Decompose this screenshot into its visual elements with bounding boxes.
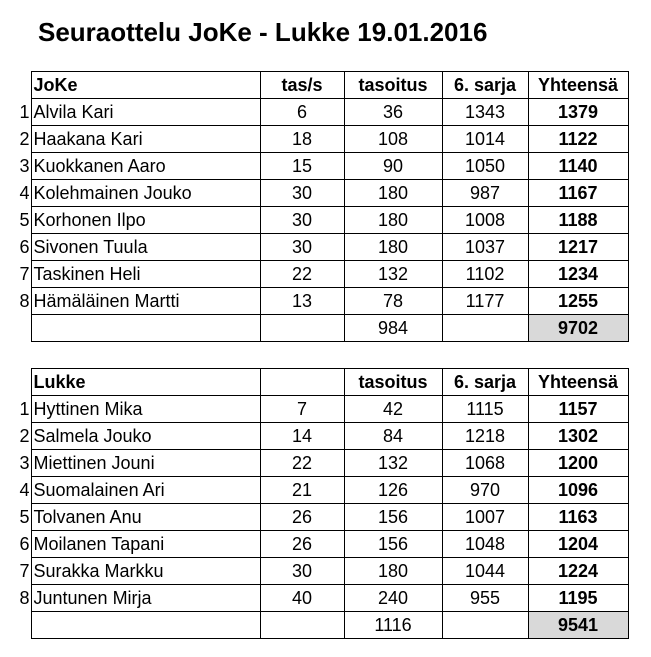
table-row [6,450,628,477]
player-name: Haakana Kari [31,126,260,153]
player-name: Kuokkanen Aaro [31,153,260,180]
player-name: Taskinen Heli [31,261,260,288]
player-name: Moilanen Tapani [31,531,260,558]
player-tas-s: 26 [260,504,344,531]
player-tasoitus: 180 [344,234,442,261]
player-sarja: 1008 [442,207,528,234]
header-tasoitus: tasoitus [344,72,442,99]
player-total: 1302 [528,423,628,450]
player-rows [6,99,628,315]
player-tasoitus: 126 [344,477,442,504]
player-sarja: 1218 [442,423,528,450]
player-total: 1122 [528,126,628,153]
sum-row [6,315,628,342]
player-tas-s: 15 [260,153,344,180]
row-number: 5 [19,507,30,527]
sum-tasoitus: 1116 [344,612,442,639]
table-row [6,207,628,234]
player-sarja: 1102 [442,261,528,288]
player-tas-s: 30 [260,558,344,585]
header-tasoitus: tasoitus [344,369,442,396]
table-row [6,585,628,612]
header-sarja: 6. sarja [442,369,528,396]
player-tas-s: 40 [260,585,344,612]
player-total: 1379 [528,99,628,126]
player-sarja: 1050 [442,153,528,180]
player-tas-s: 26 [260,531,344,558]
player-total: 1217 [528,234,628,261]
header-tas-s [260,369,344,396]
player-sarja: 1068 [442,450,528,477]
player-tas-s: 18 [260,126,344,153]
player-tas-s: 13 [260,288,344,315]
header-yhteensa: Yhteensä [528,72,628,99]
player-total: 1140 [528,153,628,180]
player-tasoitus: 78 [344,288,442,315]
table-row [6,99,628,126]
grand-total: 9541 [528,612,628,639]
sum-tasoitus: 984 [344,315,442,342]
table-row [6,126,628,153]
player-tas-s: 21 [260,477,344,504]
header-sarja: 6. sarja [442,72,528,99]
table-row [6,153,628,180]
table-row [6,288,628,315]
row-number: 2 [19,129,30,149]
player-sarja: 1115 [442,396,528,423]
player-total: 1195 [528,585,628,612]
player-tas-s: 30 [260,207,344,234]
player-tasoitus: 156 [344,531,442,558]
row-number: 8 [19,588,30,608]
team-table-joke [6,71,629,342]
table-row [6,396,628,423]
row-number: 4 [19,183,30,203]
header-tas-s: tas/s [260,72,344,99]
row-number: 6 [19,237,30,257]
player-name: Miettinen Jouni [31,450,260,477]
row-number: 7 [19,264,30,284]
row-number: 4 [19,480,30,500]
row-number: 1 [19,399,30,419]
table-row [6,180,628,207]
player-sarja: 1007 [442,504,528,531]
player-sarja: 1048 [442,531,528,558]
row-number: 8 [19,291,30,311]
team-name: JoKe [31,72,260,99]
player-tasoitus: 132 [344,261,442,288]
player-total: 1167 [528,180,628,207]
header-yhteensa: Yhteensä [528,369,628,396]
table-row [6,531,628,558]
document-title: Seuraottelu JoKe - Lukke 19.01.2016 [38,17,488,47]
player-rows [6,396,628,612]
player-tas-s: 30 [260,234,344,261]
player-tasoitus: 240 [344,585,442,612]
player-tas-s: 22 [260,450,344,477]
player-total: 1200 [528,450,628,477]
team-table-lukke [6,368,629,639]
player-name: Juntunen Mirja [31,585,260,612]
row-number: 7 [19,561,30,581]
player-tasoitus: 90 [344,153,442,180]
table-row [6,477,628,504]
player-name: Hyttinen Mika [31,396,260,423]
player-tasoitus: 108 [344,126,442,153]
player-total: 1234 [528,261,628,288]
player-name: Hämäläinen Martti [31,288,260,315]
player-name: Suomalainen Ari [31,477,260,504]
player-tasoitus: 156 [344,504,442,531]
sum-row [6,612,628,639]
player-sarja: 1177 [442,288,528,315]
row-number: 2 [19,426,30,446]
player-name: Kolehmainen Jouko [31,180,260,207]
player-name: Tolvanen Anu [31,504,260,531]
player-sarja: 1343 [442,99,528,126]
player-total: 1163 [528,504,628,531]
player-total: 1096 [528,477,628,504]
player-total: 1255 [528,288,628,315]
table-header-row [6,369,628,396]
table-row [6,558,628,585]
table-row [6,504,628,531]
player-name: Alvila Kari [31,99,260,126]
player-tasoitus: 180 [344,180,442,207]
player-tasoitus: 132 [344,450,442,477]
table-row [6,423,628,450]
player-tas-s: 14 [260,423,344,450]
row-number: 3 [19,156,30,176]
row-number: 5 [19,210,30,230]
table-row [6,261,628,288]
row-number: 3 [19,453,30,473]
player-tas-s: 7 [260,396,344,423]
player-tasoitus: 180 [344,558,442,585]
player-name: Korhonen Ilpo [31,207,260,234]
team-name: Lukke [31,369,260,396]
player-sarja: 1044 [442,558,528,585]
player-total: 1188 [528,207,628,234]
grand-total: 9702 [528,315,628,342]
player-name: Salmela Jouko [31,423,260,450]
row-number: 6 [19,534,30,554]
player-name: Surakka Markku [31,558,260,585]
player-tasoitus: 180 [344,207,442,234]
player-tasoitus: 42 [344,396,442,423]
player-sarja: 955 [442,585,528,612]
player-tas-s: 22 [260,261,344,288]
player-total: 1204 [528,531,628,558]
player-tasoitus: 36 [344,99,442,126]
row-number: 1 [19,102,30,122]
player-sarja: 1037 [442,234,528,261]
player-sarja: 970 [442,477,528,504]
player-sarja: 1014 [442,126,528,153]
player-tas-s: 6 [260,99,344,126]
table-row [6,234,628,261]
player-name: Sivonen Tuula [31,234,260,261]
player-total: 1157 [528,396,628,423]
table-header-row [6,72,628,99]
player-tas-s: 30 [260,180,344,207]
player-tasoitus: 84 [344,423,442,450]
player-total: 1224 [528,558,628,585]
player-sarja: 987 [442,180,528,207]
